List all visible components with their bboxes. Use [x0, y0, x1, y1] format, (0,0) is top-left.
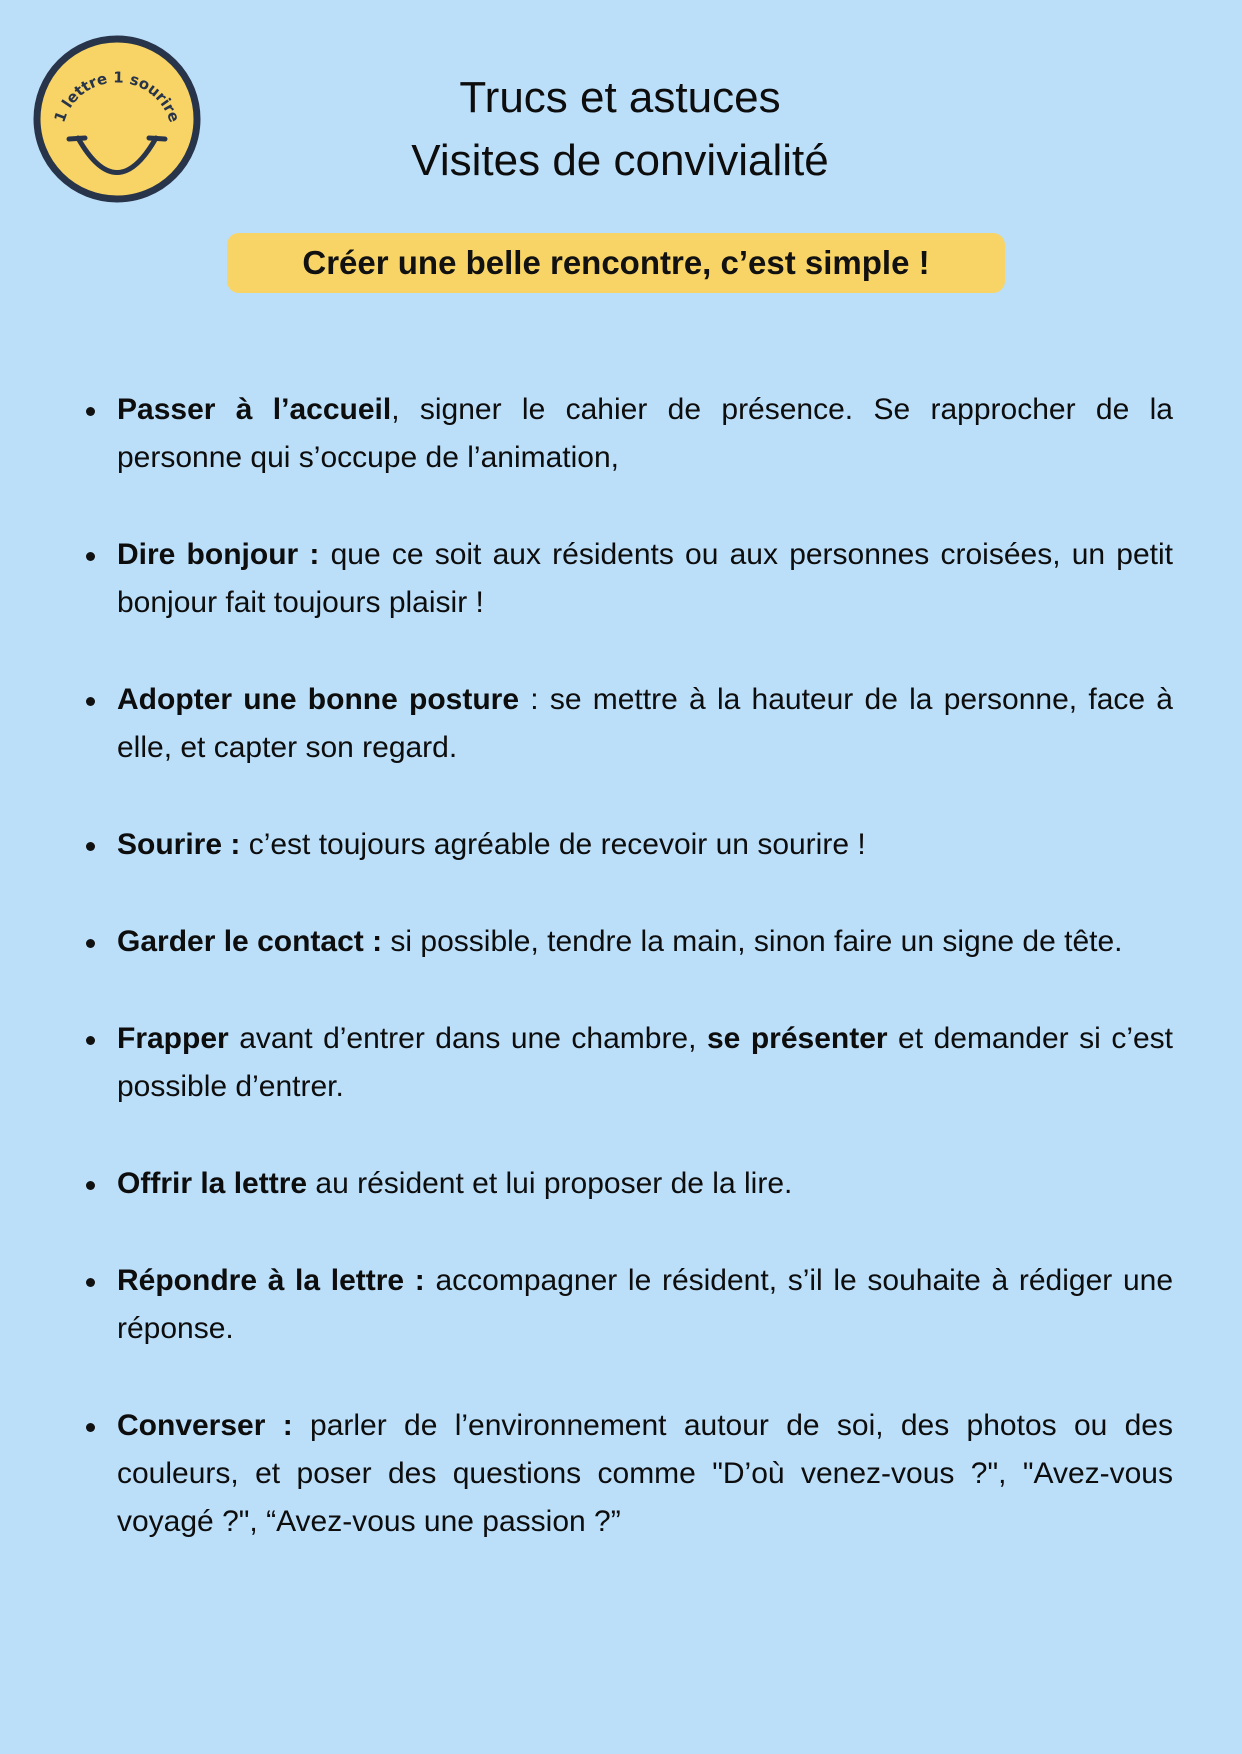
tip-item: [86, 1160, 1173, 1208]
bullet-icon: [86, 697, 95, 706]
bullet-icon: [86, 842, 95, 851]
tip-text: parler de l’environnement autour de soi, des photos ou des couleurs, et poser des questions comme "D’où venez-vous ?", "Avez-vous voyagé ?", “Avez-vous une passion ?”: [117, 1409, 1173, 1538]
bullet-icon: [86, 1036, 95, 1045]
tip-keyword: Passer à l’accueil: [117, 393, 392, 426]
bullet-icon: [86, 407, 95, 416]
bullet-icon: [86, 939, 95, 948]
tip-text: accompagner le résident, s’il le souhaite à rédiger une réponse.: [117, 1264, 1174, 1345]
tip-keyword: Répondre à la lettre :: [117, 1264, 425, 1297]
bullet-icon: [86, 1278, 95, 1287]
title-line-2: Visites de convivialité: [411, 136, 829, 185]
tip-keyword: Sourire :: [117, 828, 241, 861]
tip-text: c’est toujours agréable de recevoir un sourire !: [240, 828, 866, 861]
page-title: [320, 66, 920, 192]
tip-text: avant d’entrer dans une chambre,: [228, 1022, 707, 1055]
subtitle-badge-text: Créer une belle rencontre, c’est simple !: [302, 244, 930, 281]
logo-text: 1 lettre 1 sourire: [50, 68, 184, 125]
tip-keyword: Frapper: [117, 1022, 229, 1055]
tip-keyword: Offrir la lettre: [117, 1167, 308, 1200]
tip-item: [86, 1015, 1173, 1111]
tip-text: au résident et lui proposer de la lire.: [307, 1167, 793, 1200]
bullet-icon: [86, 552, 95, 561]
subtitle-badge: [227, 233, 1005, 293]
smiley-logo-icon: [33, 35, 201, 203]
tip-text: que ce soit aux résidents ou aux personnes croisées, un petit bonjour fait toujours plaisir !: [117, 538, 1173, 619]
tip-text: si possible, tendre la main, sinon faire un signe de tête.: [382, 925, 1123, 958]
tip-item: [86, 1257, 1173, 1353]
tip-text-2: et demander si c’est possible d’entrer.: [117, 1022, 1174, 1103]
bullet-icon: [86, 1423, 95, 1432]
logo: [33, 35, 201, 203]
bullet-icon: [86, 1181, 95, 1190]
tips-list: [86, 386, 1173, 1595]
tip-item: [86, 1402, 1173, 1546]
tip-text: , signer le cahier de présence. Se rapprocher de la personne qui s’occupe de l’animation,: [117, 393, 1173, 474]
tip-item: [86, 676, 1173, 772]
tip-text: : se mettre à la hauteur de la personne, face à elle, et capter son regard.: [117, 683, 1173, 764]
tip-keyword: Converser :: [117, 1409, 293, 1442]
tip-keyword: Adopter une bonne posture: [117, 683, 520, 716]
tip-keyword-2: se présenter: [706, 1022, 888, 1055]
tip-item: [86, 531, 1173, 627]
tip-keyword: Dire bonjour :: [117, 538, 320, 571]
title-line-1: Trucs et astuces: [459, 73, 781, 122]
tip-item: [86, 821, 1173, 869]
tip-item: [86, 918, 1173, 966]
tip-item: [86, 386, 1173, 482]
tip-keyword: Garder le contact :: [117, 925, 383, 958]
